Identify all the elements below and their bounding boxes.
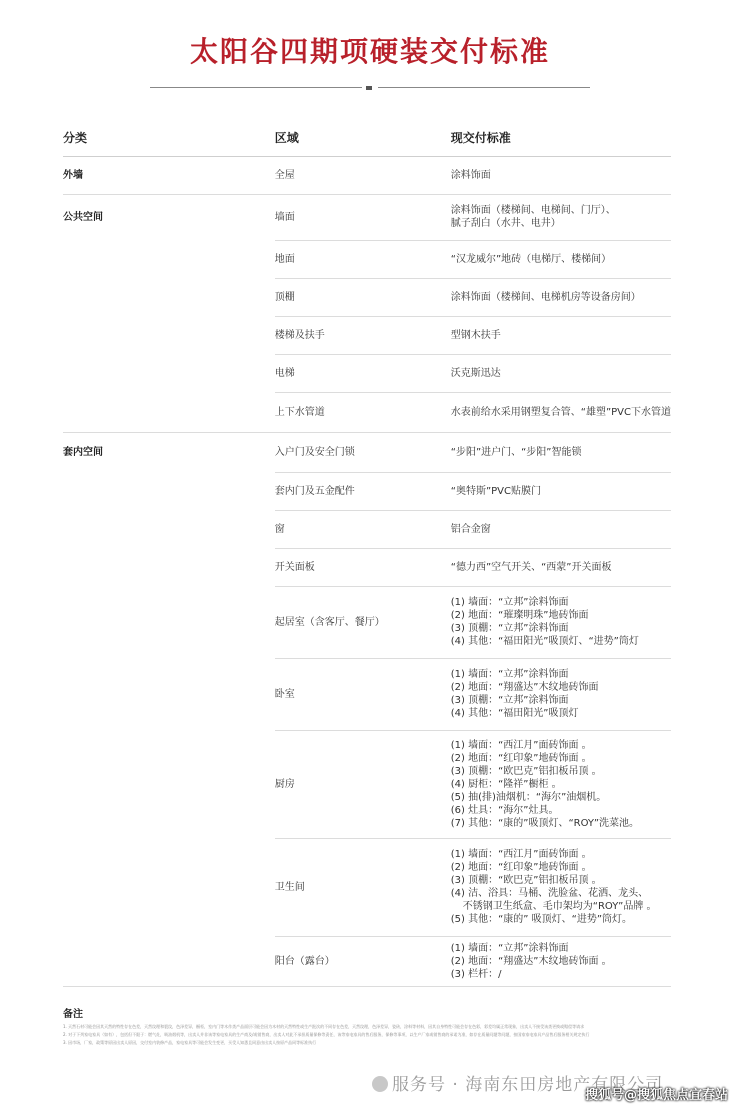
standard-line: (2) 地面：“翔盛达”木纹地砖饰面 。 bbox=[450, 955, 612, 967]
category-cell bbox=[63, 658, 275, 730]
category-cell bbox=[63, 392, 275, 432]
standard-cell bbox=[451, 392, 671, 432]
table-row bbox=[63, 432, 671, 472]
table-row bbox=[63, 586, 671, 658]
table-row bbox=[63, 510, 671, 548]
standard-line: (5) 其他：“康的” 吸顶灯、“进势”筒灯。 bbox=[450, 914, 633, 925]
table-row bbox=[63, 194, 671, 240]
table-row bbox=[63, 730, 671, 838]
standard-line: (3) 顶棚：“欧巴克”铝扣板吊顶 。 bbox=[450, 765, 602, 777]
area-cell: 上下水管道 bbox=[275, 392, 451, 432]
standard-cell bbox=[451, 586, 671, 658]
category-cell bbox=[63, 278, 275, 316]
standard-cell bbox=[451, 432, 671, 472]
standard-line: 型钢木扶手 bbox=[450, 329, 501, 341]
category-cell: 外墙 bbox=[63, 156, 275, 194]
standard-line: (4) 洁、浴具：马桶、洗脸盆、花洒、龙头、 bbox=[450, 888, 649, 899]
standard-cell bbox=[451, 354, 671, 392]
table-row bbox=[63, 472, 671, 510]
table-row bbox=[63, 354, 671, 392]
standard-line: (6) 灶具：“海尔”灶具。 bbox=[450, 804, 559, 816]
area-cell: 墙面 bbox=[275, 194, 451, 240]
standard-cell bbox=[451, 472, 671, 510]
area-cell: 阳台（露台） bbox=[275, 936, 451, 986]
standard-cell bbox=[451, 838, 671, 936]
category-cell bbox=[63, 936, 275, 986]
category-cell bbox=[63, 838, 275, 936]
standard-line: “奥特斯”PVC贴膜门 bbox=[450, 485, 541, 497]
standard-line: 涂料饰面（楼梯间、电梯机房等设备房间） bbox=[450, 291, 641, 303]
standard-line: (1) 墙面：“立邦”涂料饰面 bbox=[450, 942, 569, 954]
category-cell: 套内空间 bbox=[63, 446, 103, 458]
table-row bbox=[63, 548, 671, 586]
standard-line: 腻子刮白（水井、电井） bbox=[450, 218, 561, 229]
wechat-icon bbox=[372, 1076, 388, 1092]
standard-cell bbox=[451, 510, 671, 548]
note-item: 2. 对于下列家电家具（如有），包括但不限于：燃气灶，吸油烟机等，出卖人并非该等家电家具的生产商及/或销售商，出卖人对此不承担质量保修等责任，该等家电家具的售后服务，保修等事项，以生产厂家或销售商的承诺为准，如存在质量问题等问题，按国家家电家具产品售后服务相关规定执行 bbox=[63, 1032, 590, 1037]
sohu-watermark: 搜狐号@搜狐焦点宜春站 bbox=[584, 1088, 728, 1103]
area-cell: 入户门及安全门锁 bbox=[275, 432, 451, 472]
header-standard: 现交付标准 bbox=[451, 120, 671, 156]
standard-line: (2) 地面：“红印象”地砖饰面 。 bbox=[450, 752, 592, 764]
standard-line: (1) 墙面：“西江月”面砖饰面 。 bbox=[450, 739, 592, 751]
standard-line: (4) 厨柜：“隆祥”橱柜 。 bbox=[450, 778, 562, 790]
table-row bbox=[63, 316, 671, 354]
standard-cell bbox=[451, 548, 671, 586]
title-divider bbox=[150, 86, 590, 90]
standard-line: (2) 地面：“红印象”地砖饰面 。 bbox=[450, 862, 592, 873]
area-cell: 电梯 bbox=[275, 354, 451, 392]
category-cell bbox=[63, 240, 275, 278]
standard-line: (3) 顶棚：“立邦”涂料饰面 bbox=[450, 623, 569, 634]
standard-line: (3) 顶棚：“立邦”涂料饰面 bbox=[450, 695, 569, 706]
category-cell bbox=[63, 586, 275, 658]
table-row bbox=[63, 936, 671, 986]
standard-line: “汉龙威尔”地砖（电梯厅、楼梯间） bbox=[450, 253, 612, 265]
standard-line: “步阳”进户门、“步阳”智能锁 bbox=[450, 446, 582, 458]
standard-line: (4) 其他：“福田阳光”吸顶灯、“进势”筒灯 bbox=[450, 636, 639, 647]
standard-line: 水表前给水采用钢塑复合管、“雄塑”PVC下水管道 bbox=[450, 406, 671, 418]
area-cell: 楼梯及扶手 bbox=[275, 316, 451, 354]
table-header-row bbox=[63, 120, 671, 156]
standard-line: (4) 其他：“福田阳光”吸顶灯 bbox=[450, 708, 579, 719]
area-cell: 开关面板 bbox=[275, 548, 451, 586]
standard-cell bbox=[451, 936, 671, 986]
standard-line: (2) 地面：“翔盛达”木纹地砖饰面 bbox=[450, 682, 599, 693]
watermark-text: 服务号 · 海南东田房地产有限公司 bbox=[392, 1075, 664, 1095]
notes-title: 备注 bbox=[63, 1009, 83, 1020]
category-cell: 公共空间 bbox=[63, 211, 103, 223]
table-row bbox=[63, 278, 671, 316]
standard-line: (3) 栏杆：/ bbox=[450, 968, 502, 980]
standard-line: 涂料饰面 bbox=[450, 169, 491, 181]
note-item: 1. 天然石材可能会因其天然的特性存在色差，天然纹理和裂纹，色泽差异，橱柜，室内门等木作类产品面层可能会因为木材的天然特性或生产批次的不同存在色差，天然纹理，色泽差异，瓷砖，涂料等材料，因其自身特性可能会存在色彩，彩差均属正常现象，出卖人不接受该类更换或赔偿等请求 bbox=[63, 1024, 585, 1029]
table-row bbox=[63, 838, 671, 936]
page-title: 太阳谷四期项硬装交付标准 bbox=[189, 35, 550, 68]
category-cell bbox=[63, 472, 275, 510]
area-cell: 全屋 bbox=[275, 156, 451, 194]
area-cell: 卧室 bbox=[275, 658, 451, 730]
notes-section bbox=[63, 1005, 671, 1048]
note-item: 3. 因市场，厂家，政策等原因出卖人原因，交付室内装修产品，家电家具等可能会发生变更，买受人知悉且同意由出卖人按原产品同等标准执行 bbox=[63, 1040, 317, 1045]
standard-cell bbox=[451, 658, 671, 730]
area-cell: 套内门及五金配件 bbox=[275, 472, 451, 510]
area-cell: 起居室（含客厅、餐厅） bbox=[275, 586, 451, 658]
category-cell bbox=[63, 510, 275, 548]
standard-line: 涂料饰面（楼梯间、电梯间、门厅）、 bbox=[450, 205, 616, 216]
area-cell: 厨房 bbox=[275, 730, 451, 838]
table-row bbox=[63, 658, 671, 730]
area-cell: 窗 bbox=[275, 510, 451, 548]
category-cell bbox=[63, 548, 275, 586]
table-row bbox=[63, 392, 671, 432]
delivery-standard-table bbox=[63, 120, 671, 987]
category-cell bbox=[63, 730, 275, 838]
standard-cell bbox=[451, 240, 671, 278]
standard-cell bbox=[451, 316, 671, 354]
standard-line: (1) 墙面：“立邦”涂料饰面 bbox=[450, 669, 569, 680]
standard-cell bbox=[451, 194, 671, 240]
standard-line: 不锈钢卫生纸盒、毛巾架均为“ROY”品牌 。 bbox=[462, 901, 657, 912]
standard-line: (2) 地面：“璀璨明珠”地砖饰面 bbox=[450, 610, 589, 621]
area-cell: 地面 bbox=[275, 240, 451, 278]
standard-line: 铝合金窗 bbox=[450, 523, 491, 535]
standard-line: (1) 墙面：“西江月”面砖饰面 。 bbox=[450, 849, 592, 860]
area-cell: 卫生间 bbox=[275, 838, 451, 936]
table-row bbox=[63, 240, 671, 278]
standard-line: “德力西”空气开关、“西蒙”开关面板 bbox=[450, 561, 612, 573]
category-cell bbox=[63, 354, 275, 392]
standard-line: (3) 顶棚：“欧巴克”铝扣板吊顶 。 bbox=[450, 875, 602, 886]
area-cell: 顶棚 bbox=[275, 278, 451, 316]
category-cell bbox=[63, 316, 275, 354]
header-category: 分类 bbox=[63, 120, 275, 156]
standard-line: (7) 其他：“康的”吸顶灯、“ROY”洗菜池。 bbox=[450, 817, 640, 829]
standard-cell bbox=[451, 278, 671, 316]
standard-cell bbox=[451, 730, 671, 838]
header-area: 区域 bbox=[275, 120, 451, 156]
standard-line: (1) 墙面：“立邦”涂料饰面 bbox=[450, 597, 569, 608]
standard-cell bbox=[451, 156, 671, 194]
standard-line: 沃克斯迅达 bbox=[450, 367, 501, 379]
standard-line: (5) 抽(排)油烟机：“海尔”油烟机。 bbox=[450, 791, 607, 803]
table-row bbox=[63, 156, 671, 194]
